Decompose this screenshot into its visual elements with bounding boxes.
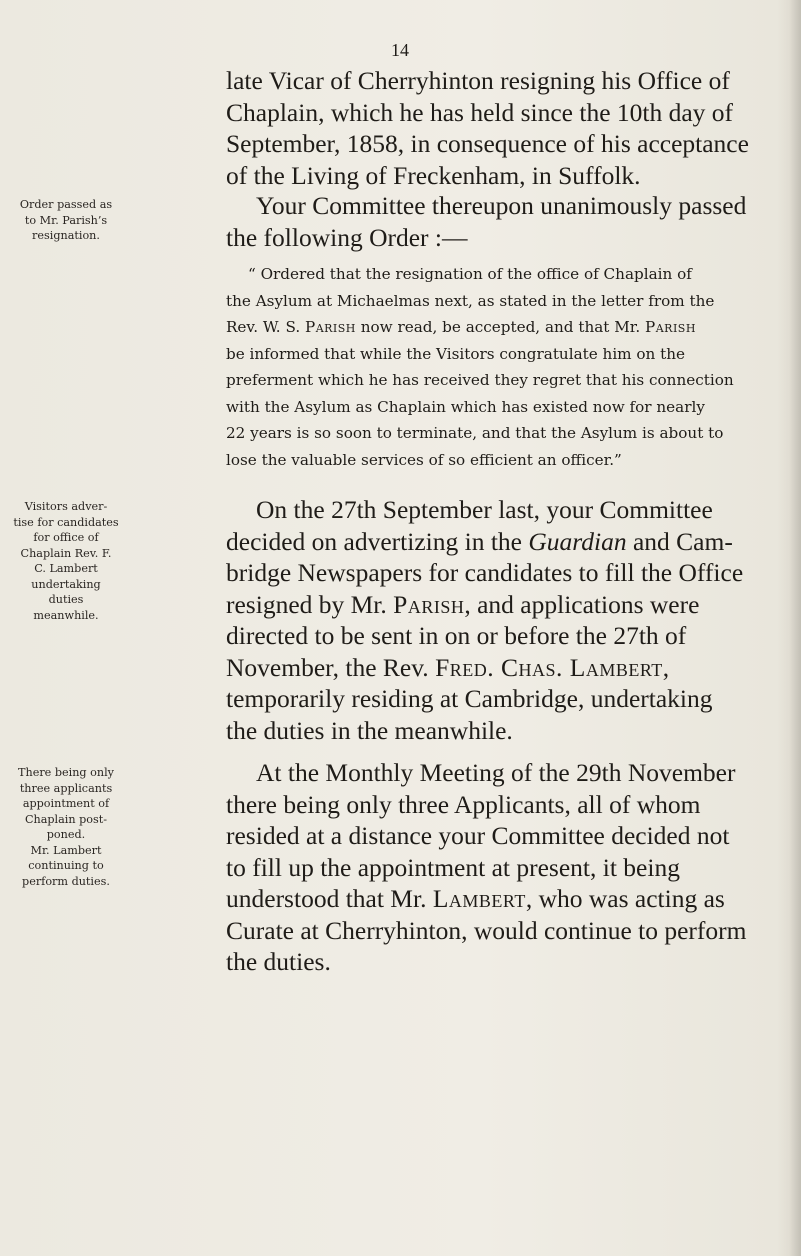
margin-note-visitors-advertise: Visitors adver- tise for candidates for office of Chaplain Rev. F. C. Lambert undertaking duties meanwhile. (13, 500, 119, 622)
text-line: November, the Rev. Fred. Chas. Lambert, (226, 652, 670, 682)
margin-note-order-passed: Order passed as to Mr. Parish’s resignation. (19, 198, 113, 242)
name-lambert: Fred. Chas. Lambert (435, 652, 663, 682)
text-line: Your Committee thereupon unanimously passed (256, 191, 747, 220)
quote-line: lose the valuable services of so efficient an officer.” (226, 450, 622, 469)
paragraph-vicar-resignation (226, 65, 781, 191)
text-line: resided at a distance your Committee decided not (226, 821, 730, 850)
quote-line: Rev. W. S. Parish now read, be accepted, and that Mr. Parish (226, 318, 696, 336)
quoted-order (226, 261, 781, 473)
text-line: of the Living of Freckenham, in Suffolk. (226, 160, 641, 190)
text-line: the duties in the meanwhile. (226, 715, 513, 745)
quote-line: 22 years is so soon to terminate, and that the Asylum is about to (226, 424, 724, 442)
quote-line: be informed that while the Visitors congratulate him on the (226, 344, 686, 363)
margin-note-three-applicants: There being only three applicants appointment of Chaplain post- poned. Mr. Lambert continuing to perform duties. (18, 766, 114, 888)
text-line: to fill up the appointment at present, it being (226, 852, 680, 882)
page-number: 14 (391, 40, 409, 60)
name-parish: Parish (645, 318, 696, 336)
name-lambert: Lambert (432, 884, 526, 913)
quote-line: preferment which he has received they regret that his connection (226, 371, 734, 389)
text-line: bridge Newspapers for candidates to fill the Office (226, 558, 744, 587)
name-parish: Parish (304, 318, 356, 336)
paragraph-committee-order (226, 190, 781, 253)
paragraph-advertising (226, 494, 781, 746)
text-line: directed to be sent in on or before the 27th of (226, 621, 687, 650)
text-line: late Vicar of Cherryhinton resigning his Office of (226, 66, 730, 95)
text-line: the following Order :— (226, 222, 468, 252)
page-edge-shadow (789, 0, 801, 1256)
quote-line: with the Asylum as Chaplain which has existed now for nearly (226, 397, 705, 416)
text-line: Chaplain, which he has held since the 10th day of (226, 97, 734, 127)
newspaper-guardian: Guardian (528, 526, 627, 556)
text-line: At the Monthly Meeting of the 29th November (256, 758, 736, 787)
text-line: temporarily residing at Cambridge, undertaking (226, 684, 713, 713)
name-parish: Parish (393, 589, 465, 619)
text-line: Curate at Cherryhinton, would continue to perform (226, 915, 747, 945)
text-line: On the 27th September last, your Committee (256, 495, 713, 524)
text-line: there being only three Applicants, all of whom (226, 789, 701, 819)
text-line: decided on advertizing in the Guardian and Cam- (226, 526, 733, 556)
text-line: understood that Mr. Lambert, who was acting as (226, 884, 725, 913)
text-line: resigned by Mr. Parish, and applications were (226, 589, 700, 619)
quote-line: the Asylum at Michaelmas next, as stated in the letter from the (226, 291, 715, 310)
paragraph-monthly-meeting (226, 757, 781, 978)
quote-line: “ Ordered that the resignation of the office of Chaplain of (248, 265, 692, 283)
text-line: September, 1858, in consequence of his acceptance (226, 129, 749, 158)
text-line: the duties. (226, 947, 331, 976)
